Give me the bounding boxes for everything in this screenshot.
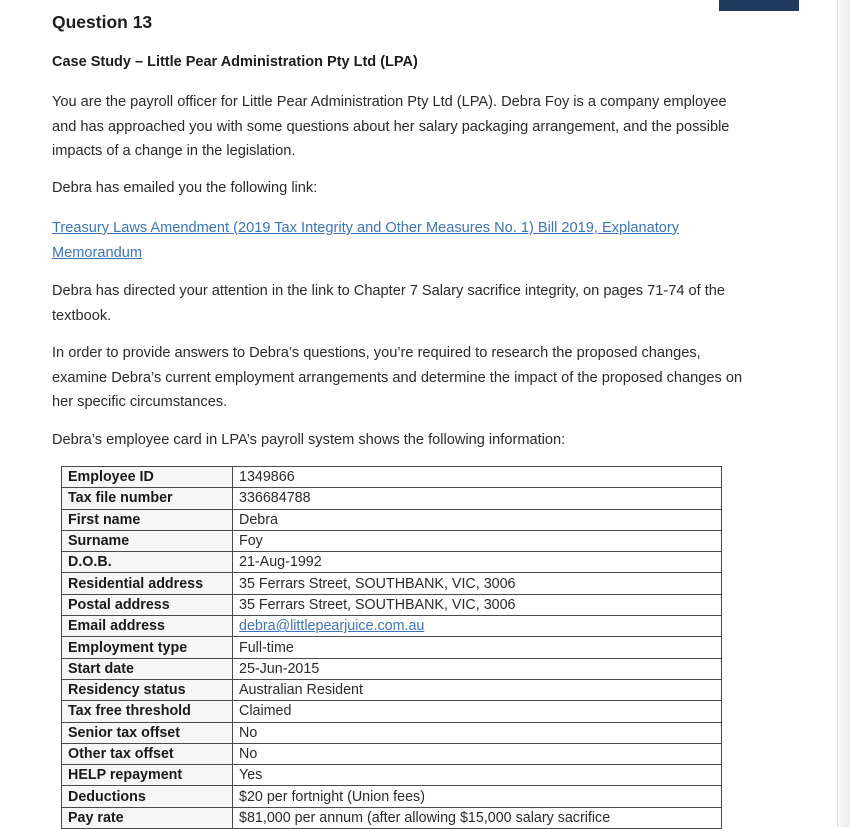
field-label: Postal address bbox=[62, 594, 233, 615]
field-value: $20 per fortnight (Union fees) bbox=[233, 786, 722, 807]
field-value: Australian Resident bbox=[233, 679, 722, 700]
field-value: 1349866 bbox=[233, 467, 722, 488]
question-title: Question 13 bbox=[52, 12, 153, 32]
table-row bbox=[62, 658, 722, 679]
field-value: No bbox=[233, 743, 722, 764]
field-label: Residential address bbox=[62, 573, 233, 594]
email-link[interactable]: debra@littlepearjuice.com.au bbox=[239, 618, 425, 635]
field-label: Surname bbox=[62, 530, 233, 551]
field-label: Other tax offset bbox=[62, 743, 233, 764]
field-label: Employee ID bbox=[62, 467, 233, 488]
table-row bbox=[62, 488, 722, 509]
table-row bbox=[62, 765, 722, 786]
table-row bbox=[62, 637, 722, 658]
table-row bbox=[62, 679, 722, 700]
field-value: 35 Ferrars Street, SOUTHBANK, VIC, 3006 bbox=[233, 594, 722, 615]
field-label: Tax free threshold bbox=[62, 701, 233, 722]
field-value: 21-Aug-1992 bbox=[233, 552, 722, 573]
table-row bbox=[62, 467, 722, 488]
field-value: $81,000 per annum (after allowing $15,000 salary sacrifice bbox=[233, 807, 722, 828]
field-label: Deductions bbox=[62, 786, 233, 807]
field-value: 35 Ferrars Street, SOUTHBANK, VIC, 3006 bbox=[233, 573, 722, 594]
field-label: Residency status bbox=[62, 679, 233, 700]
card-intro-paragraph: Debra’s employee card in LPA’s payroll system shows the following information: bbox=[52, 432, 566, 448]
table-row bbox=[62, 786, 722, 807]
employee-card-table bbox=[61, 466, 722, 829]
field-value: 25-Jun-2015 bbox=[233, 658, 722, 679]
field-label: HELP repayment bbox=[62, 765, 233, 786]
table-row bbox=[62, 743, 722, 764]
field-label: Tax file number bbox=[62, 488, 233, 509]
field-label: Senior tax offset bbox=[62, 722, 233, 743]
table-row bbox=[62, 509, 722, 530]
field-value: 336684788 bbox=[233, 488, 722, 509]
field-label: Pay rate bbox=[62, 807, 233, 828]
directed-paragraph: Debra has directed your attention in the link to Chapter 7 Salary sacrifice integrity, on pages 71-74 of the textbook. bbox=[52, 283, 726, 324]
field-value bbox=[233, 616, 722, 637]
field-label: Start date bbox=[62, 658, 233, 679]
field-value: Full-time bbox=[233, 637, 722, 658]
field-label: Email address bbox=[62, 616, 233, 637]
table-row bbox=[62, 552, 722, 573]
field-label: Employment type bbox=[62, 637, 233, 658]
table-row bbox=[62, 701, 722, 722]
emailed-paragraph: Debra has emailed you the following link: bbox=[52, 180, 318, 196]
intro-paragraph: You are the payroll officer for Little Pear Administration Pty Ltd (LPA). Debra Foy is a company employee and has approached you with some questions about her salary packaging arrangement, and the possible impacts of a change in the legislation. bbox=[52, 94, 730, 159]
link-paragraph bbox=[52, 216, 732, 265]
table-row bbox=[62, 530, 722, 551]
field-label: D.O.B. bbox=[62, 552, 233, 573]
field-value: Claimed bbox=[233, 701, 722, 722]
field-label: First name bbox=[62, 509, 233, 530]
page-edge bbox=[837, 0, 850, 827]
field-value: Yes bbox=[233, 765, 722, 786]
case-study-title: Case Study – Little Pear Administration Pty Ltd (LPA) bbox=[52, 54, 418, 70]
table-row bbox=[62, 573, 722, 594]
treasury-laws-link[interactable]: Treasury Laws Amendment (2019 Tax Integrity and Other Measures No. 1) Bill 2019, Explanatory Memorandum bbox=[52, 220, 680, 261]
table-row bbox=[62, 722, 722, 743]
field-value: Foy bbox=[233, 530, 722, 551]
table-row bbox=[62, 807, 722, 828]
table-row bbox=[62, 594, 722, 615]
table-row bbox=[62, 616, 722, 637]
header-color-block bbox=[719, 0, 799, 11]
field-value: No bbox=[233, 722, 722, 743]
research-paragraph: In order to provide answers to Debra’s questions, you’re required to research the proposed changes, examine Debra’s current employment arrangements and determine the impact of the proposed changes on her specific circumstances. bbox=[52, 345, 743, 410]
field-value: Debra bbox=[233, 509, 722, 530]
